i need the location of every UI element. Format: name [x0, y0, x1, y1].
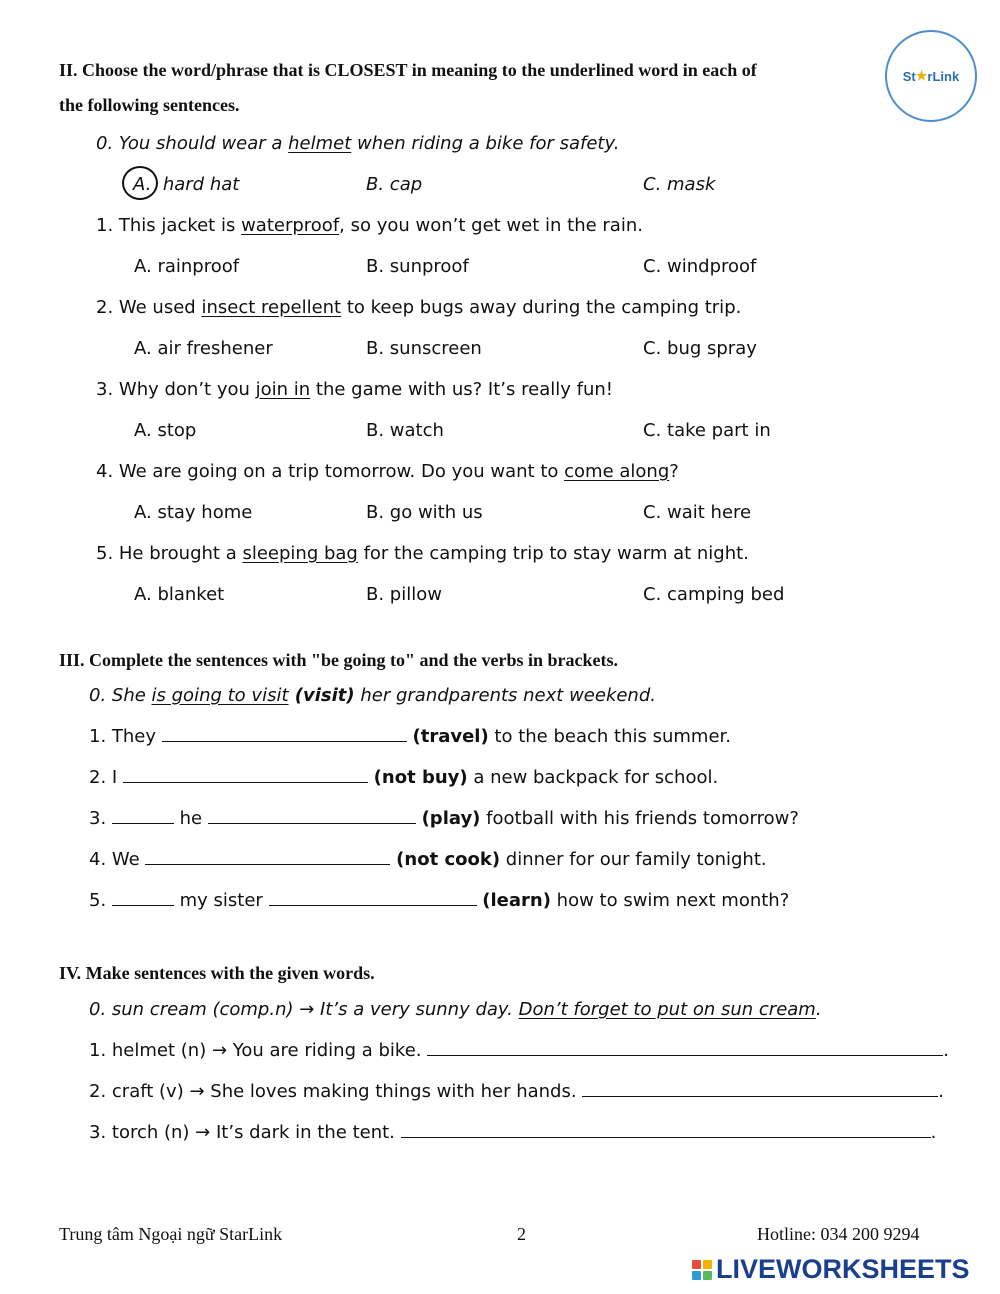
s3-q3-blank-verb[interactable]	[208, 809, 416, 824]
s3-example-sentence: 0. She is going to visit (visit) her grandparents next weekend.	[89, 685, 656, 706]
section2-heading-line1: II. Choose the word/phrase that is CLOSEST in meaning to the underlined word in each of	[59, 60, 757, 80]
logo-star-icon: ★	[915, 68, 928, 83]
s2-question-5: 5. He brought a sleeping bag for the camping trip to stay warm at night.	[96, 543, 749, 564]
s4-example-sentence: 0. sun cream (comp.n) → It’s a very sunny day. Don’t forget to put on sun cream.	[89, 999, 822, 1020]
s4-question-1: 1. helmet (n) → You are riding a bike. .	[89, 1040, 949, 1061]
s2-q1-option-b[interactable]: B. sunproof	[366, 256, 469, 277]
section3-heading: III. Complete the sentences with "be going to" and the verbs in brackets.	[59, 650, 618, 670]
arrow-icon: →	[299, 999, 315, 1020]
s2-q2-option-c[interactable]: C. bug spray	[643, 338, 757, 359]
s4-question-2: 2. craft (v) → She loves making things with her hands. .	[89, 1081, 945, 1102]
s4-q3-blank[interactable]	[401, 1123, 931, 1138]
s2-q2-option-a[interactable]: A. air freshener	[134, 338, 273, 359]
starlink-logo	[885, 30, 977, 122]
s2-q1-option-a[interactable]: A. rainproof	[134, 256, 240, 277]
s3-q5-blank-aux[interactable]	[112, 891, 174, 906]
footer-page-number: 2	[517, 1224, 526, 1244]
s2-example-option-c: C. mask	[643, 174, 716, 195]
s2-example-option-a: A. hard hat	[133, 174, 240, 195]
s2-q3-option-b[interactable]: B. watch	[366, 420, 444, 441]
s3-q1-blank[interactable]	[162, 727, 407, 742]
logo-text-end: rLink	[927, 68, 960, 84]
section2-heading-line2: the following sentences.	[59, 95, 240, 115]
arrow-icon: →	[195, 1122, 211, 1143]
arrow-icon: →	[211, 1040, 228, 1061]
s2-q5-option-a[interactable]: A. blanket	[134, 584, 225, 605]
s2-q4-option-c[interactable]: C. wait here	[643, 502, 752, 523]
footer-center-name: Trung tâm Ngoại ngữ StarLink	[59, 1224, 283, 1244]
s3-q2-blank[interactable]	[123, 768, 368, 783]
s3-question-2: 2. I (not buy) a new backpack for school.	[89, 767, 719, 788]
s2-q5-option-b[interactable]: B. pillow	[366, 584, 442, 605]
s3-q4-blank[interactable]	[145, 850, 390, 865]
s2-q2-option-b[interactable]: B. sunscreen	[366, 338, 482, 359]
s3-q5-blank-verb[interactable]	[269, 891, 477, 906]
s3-question-5: 5. my sister (learn) how to swim next month?	[89, 890, 790, 911]
s4-q2-blank[interactable]	[582, 1082, 938, 1097]
s4-q1-blank[interactable]	[427, 1041, 943, 1056]
s2-question-1: 1. This jacket is waterproof, so you won’t get wet in the rain.	[96, 215, 643, 236]
s2-example-sentence: 0. You should wear a helmet when riding a bike for safety.	[96, 133, 620, 154]
s3-question-1: 1. They (travel) to the beach this summer.	[89, 726, 731, 747]
s2-q3-option-c[interactable]: C. take part in	[643, 420, 771, 441]
logo-text-start: St	[902, 68, 916, 84]
s2-q4-option-b[interactable]: B. go with us	[366, 502, 483, 523]
s2-question-2: 2. We used insect repellent to keep bugs away during the camping trip.	[96, 297, 742, 318]
s3-q3-blank-aux[interactable]	[112, 809, 174, 824]
s2-question-3: 3. Why don’t you join in the game with us? It’s really fun!	[96, 379, 613, 400]
s2-example-option-b: B. cap	[366, 174, 423, 195]
s2-q1-option-c[interactable]: C. windproof	[643, 256, 757, 277]
footer-hotline: Hotline: 034 200 9294	[757, 1224, 920, 1244]
liveworksheets-logo-icon	[692, 1260, 712, 1280]
s2-question-4: 4. We are going on a trip tomorrow. Do you want to come along?	[96, 461, 679, 482]
s2-q3-option-a[interactable]: A. stop	[134, 420, 197, 441]
arrow-icon: →	[189, 1081, 205, 1102]
s2-q5-option-c[interactable]: C. camping bed	[643, 584, 785, 605]
section4-heading: IV. Make sentences with the given words.	[59, 963, 375, 983]
s4-question-3: 3. torch (n) → It’s dark in the tent. .	[89, 1122, 937, 1143]
liveworksheets-text: LIVEWORKSHEETS	[716, 1254, 970, 1284]
s3-question-4: 4. We (not cook) dinner for our family tonight.	[89, 849, 767, 870]
liveworksheets-brand	[692, 1254, 970, 1285]
s2-q4-option-a[interactable]: A. stay home	[134, 502, 253, 523]
s3-question-3: 3. he (play) football with his friends tomorrow?	[89, 808, 799, 829]
